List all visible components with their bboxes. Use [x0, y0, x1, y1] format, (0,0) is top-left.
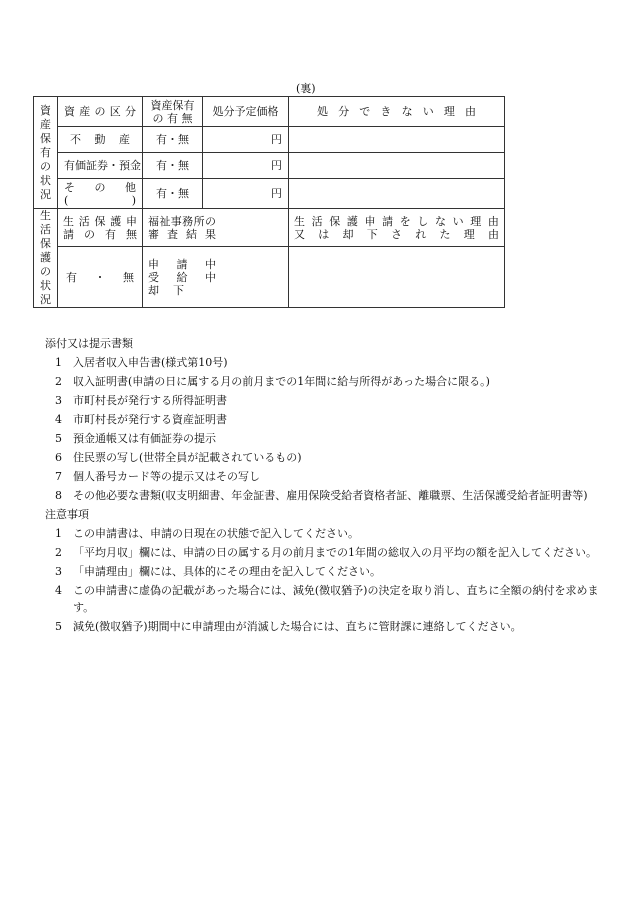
- disposal-reason-field[interactable]: [289, 179, 505, 209]
- welfare-header-row: [34, 209, 505, 247]
- attachment-item: 1 入居者収入申告書(様式第10号): [55, 356, 228, 369]
- status-table: [33, 96, 505, 308]
- welfare-reason-field[interactable]: [289, 247, 505, 308]
- attachment-item: 2 収入証明書(申請の日に属する月の前月までの1年間に給与所得があった場合に限る。): [55, 375, 490, 388]
- asset-holding-choice[interactable]: 有・無: [143, 127, 203, 153]
- disposal-price-field[interactable]: 円: [203, 179, 289, 209]
- disposal-reason-field[interactable]: [289, 127, 505, 153]
- assets-header-row: [34, 97, 505, 127]
- welfare-section-title: 生活保護の状況: [34, 209, 58, 308]
- note-item: 2 「平均月収」欄には、申請の日の属する月の前月までの1年間の総収入の月平均の額を記入してください。: [55, 546, 597, 559]
- disposal-reason-field[interactable]: [289, 153, 505, 179]
- attachment-item: 3 市町村長が発行する所得証明書: [55, 394, 227, 407]
- asset-row-securities: [34, 153, 505, 179]
- attachments-title: 添付又は提示書類: [45, 337, 133, 350]
- attachment-item: 6 住民票の写し(世帯全員が記載されているもの): [55, 451, 302, 464]
- asset-category: 有価証券・預金: [58, 153, 143, 179]
- welfare-value-row: [34, 247, 505, 308]
- page-side-label: (裏): [296, 82, 316, 95]
- welfare-applied-header: 生 活 保 護 申 請 の 有 無: [58, 209, 143, 247]
- welfare-reason-header: 生 活 保 護 申 請 を し な い 理 由 又 は 却 下 さ れ た 理 由: [289, 209, 505, 247]
- asset-holding-choice[interactable]: 有・無: [143, 153, 203, 179]
- asset-holding-header: 資産保有 の 有 無: [143, 97, 203, 127]
- asset-holding-choice[interactable]: 有・無: [143, 179, 203, 209]
- asset-row-real-estate: [34, 127, 505, 153]
- welfare-review-options[interactable]: 申 請 中 受 給 中 却 下: [143, 247, 289, 308]
- asset-category: 不 動 産: [58, 127, 143, 153]
- notes-section: [45, 334, 605, 636]
- attachment-item: 8 その他必要な書類(収支明細書、年金証書、雇用保険受給者資格者証、離職票、生活保護受給者証明書等): [55, 489, 588, 502]
- asset-category-header: 資 産 の 区 分: [58, 97, 143, 127]
- disposal-price-field[interactable]: 円: [203, 127, 289, 153]
- asset-category: そ の 他 ( ): [58, 179, 143, 209]
- attachment-item: 5 預金通帳又は有価証券の提示: [55, 432, 216, 445]
- note-item: 4 この申請書に虚偽の記載があった場合には、減免(徴収猶予)の決定を取り消し、直ちに全額の納付を求めます。: [55, 584, 599, 614]
- disposal-price-header: 処分予定価格: [203, 97, 289, 127]
- notes-title: 注意事項: [45, 508, 89, 521]
- assets-section-title: 資産保有の状況: [34, 97, 58, 209]
- note-item: 1 この申請書は、申請の日現在の状態で記入してください。: [55, 527, 359, 540]
- attachment-item: 7 個人番号カード等の提示又はその写し: [55, 470, 260, 483]
- welfare-review-header: 福 祉 事 務 所 の 審 査 結 果: [143, 209, 289, 247]
- welfare-applied-choice[interactable]: 有 ・ 無: [58, 247, 143, 308]
- disposal-reason-header: 処 分 で き な い 理 由: [289, 97, 505, 127]
- note-item: 3 「申請理由」欄には、具体的にその理由を記入してください。: [55, 565, 381, 578]
- asset-row-other: [34, 179, 505, 209]
- note-item: 5 減免(徴収猶予)期間中に申請理由が消滅した場合には、直ちに管財課に連絡してください。: [55, 620, 522, 633]
- disposal-price-field[interactable]: 円: [203, 153, 289, 179]
- attachment-item: 4 市町村長が発行する資産証明書: [55, 413, 227, 426]
